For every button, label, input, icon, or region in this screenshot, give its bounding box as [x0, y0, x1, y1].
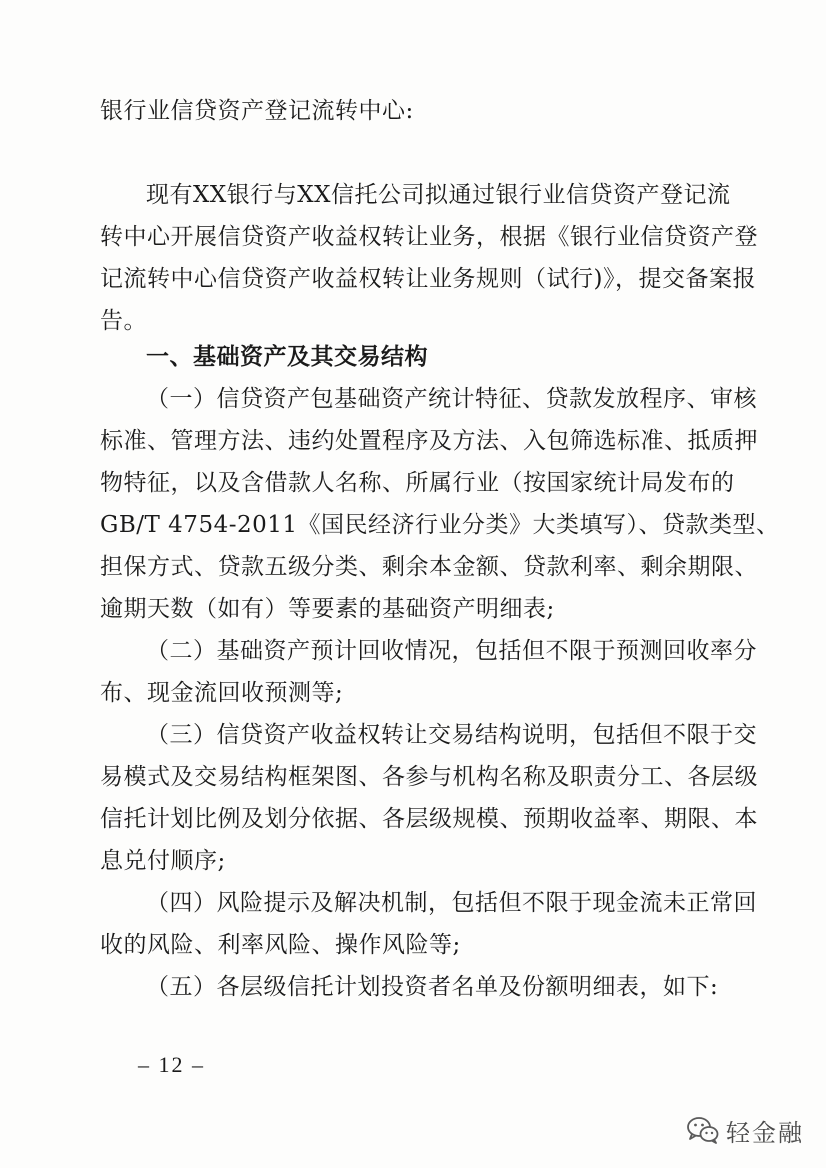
item-3-line-4: 息兑付顺序;	[100, 848, 226, 874]
item-1-line-1: （一）信贷资产包基础资产统计特征、贷款发放程序、审核	[146, 386, 757, 412]
intro-line-4: 告。	[100, 308, 147, 334]
addressee: 银行业信贷资产登记流转中心:	[100, 98, 414, 124]
item-3-line-1: （三）信贷资产收益权转让交易结构说明，包括但不限于交	[146, 722, 757, 748]
item-3-line-3: 信托计划比例及划分依据、各层级规模、预期收益率、期限、本	[100, 806, 758, 832]
item-2-line-2: 布、现金流回收预测等;	[100, 680, 344, 706]
wechat-icon	[686, 1115, 720, 1145]
intro-line-1: 现有XX银行与XX信托公司拟通过银行业信贷资产登记流	[146, 182, 731, 208]
item-1-line-5: 担保方式、贷款五级分类、剩余本金额、贷款利率、剩余期限、	[100, 554, 758, 580]
intro-line-3: 记流转中心信贷资产收益权转让业务规则（试行)》，提交备案报	[100, 266, 756, 292]
item-4-line-1: （四）风险提示及解决机制，包括但不限于现金流未正常回	[146, 890, 757, 916]
item-5-line-1: （五）各层级信托计划投资者名单及份额明细表，如下:	[146, 974, 719, 1000]
watermark	[686, 1110, 804, 1150]
section-heading: 一、基础资产及其交易结构	[146, 343, 428, 370]
item-1-line-4: GB/T 4754-2011《国民经济行业分类》大类填写）、贷款类型、	[100, 512, 780, 538]
item-2-line-1: （二）基础资产预计回收情况，包括但不限于预测回收率分	[146, 638, 757, 664]
item-4-line-2: 收的风险、利率风险、操作风险等;	[100, 932, 461, 958]
watermark-text: 轻金融	[726, 1118, 804, 1147]
item-1-line-6: 逾期天数（如有）等要素的基础资产明细表;	[100, 596, 555, 622]
item-1-line-3: 物特征，以及含借款人名称、所属行业（按国家统计局发布的	[100, 470, 735, 496]
item-3-line-2: 易模式及交易结构框架图、各参与机构名称及职责分工、各层级	[100, 764, 758, 790]
intro-line-2: 转中心开展信贷资产收益权转让业务，根据《银行业信贷资产登	[100, 224, 758, 250]
page-number: – 12 –	[138, 1052, 205, 1077]
item-1-line-2: 标准、管理方法、违约处置程序及方法、入包筛选标准、抵质押	[100, 428, 758, 454]
